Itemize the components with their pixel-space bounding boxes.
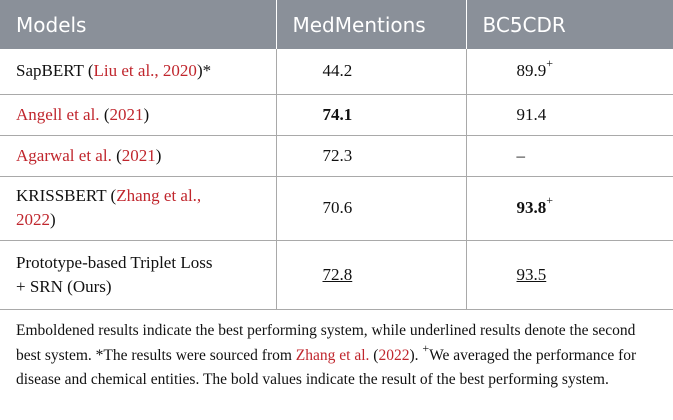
table-row: [0, 240, 673, 309]
bc5cdr-value: –: [466, 135, 673, 176]
table-row: [0, 49, 673, 94]
medmentions-value: 44.2: [276, 49, 466, 94]
model-cell: Angell et al. (2021): [0, 94, 276, 135]
table-row: [0, 135, 673, 176]
citation-year-link[interactable]: 2021: [121, 145, 156, 165]
model-cell: KRISSBERT (Zhang et al., 2022): [0, 176, 276, 240]
table-footnote: Emboldened results indicate the best performing system, while underlined results denote the second best system. *The results were sourced from Zhang et al. (2022). +We averaged the performance for disease and chemical entities. The bold values indicate the result of the best performing system.: [16, 322, 637, 388]
plus-marker: +: [546, 193, 554, 207]
model-cell: SapBERT (Liu et al., 2020)*: [0, 49, 276, 94]
citation-year-link[interactable]: 2021: [109, 104, 144, 124]
plus-marker: +: [422, 340, 430, 355]
bc5cdr-cell: 93.8+: [466, 176, 673, 240]
bc5cdr-cell: 89.9+: [466, 49, 673, 94]
header-medmentions: MedMentions: [276, 0, 466, 49]
header-models: Models: [0, 0, 276, 49]
table-row: [0, 94, 673, 135]
plus-marker: +: [546, 56, 554, 71]
table-header: [0, 0, 673, 49]
medmentions-cell: [276, 240, 466, 309]
medmentions-value: 72.3: [276, 135, 466, 176]
model-cell: Agarwal et al. (2021): [0, 135, 276, 176]
medmentions-value: 74.1: [276, 94, 466, 135]
citation-year-link[interactable]: 2022: [16, 210, 50, 229]
table-row: [0, 176, 673, 240]
header-bc5cdr: BC5CDR: [482, 12, 566, 37]
bc5cdr-cell: [466, 240, 673, 309]
medmentions-value: 72.8: [322, 264, 353, 284]
bc5cdr-value: 91.4: [466, 94, 673, 135]
footnote-citation-year-link[interactable]: 2022: [378, 346, 410, 364]
citation-link[interactable]: Liu et al., 2020: [93, 61, 197, 81]
footnote-citation-link[interactable]: Zhang et al.: [295, 346, 370, 364]
citation-link[interactable]: Agarwal et al.: [16, 145, 112, 165]
bc5cdr-value: 93.5: [516, 264, 547, 284]
medmentions-value: 70.6: [276, 176, 466, 240]
model-cell: Prototype-based Triplet Loss + SRN (Ours): [0, 240, 276, 309]
citation-link[interactable]: Angell et al.: [16, 104, 100, 124]
citation-link[interactable]: Zhang et al.,: [116, 186, 202, 205]
